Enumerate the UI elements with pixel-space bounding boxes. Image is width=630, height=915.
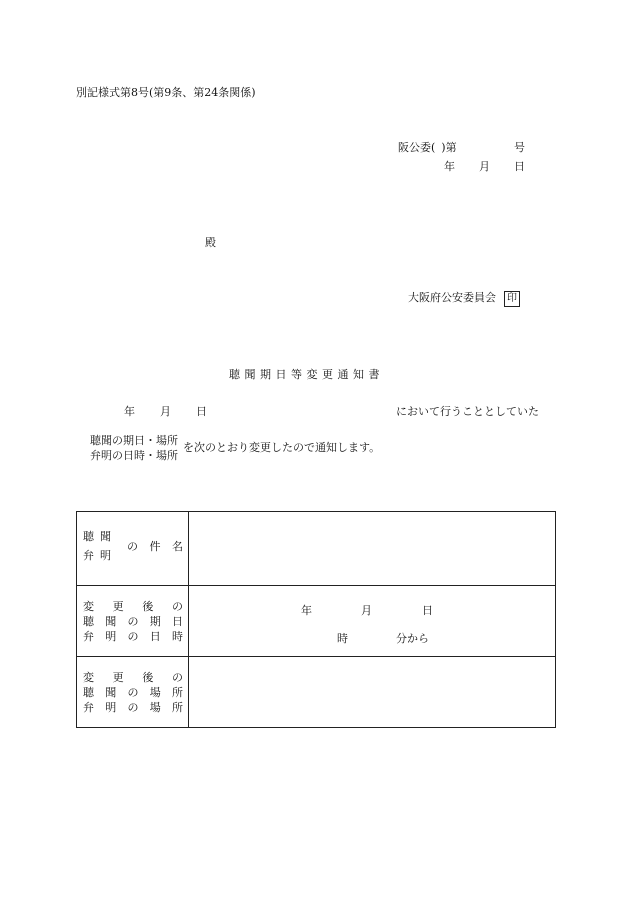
datetime-day: 日 [422,604,433,617]
label-char: の [127,539,138,553]
label-char: の [171,599,183,613]
date-day: 日 [514,160,525,173]
datetime-year: 年 [301,604,312,617]
label-char: の [171,670,183,684]
label-char: 後 [142,670,154,684]
label-char: 期 [149,614,161,628]
label-char: 変 [83,670,94,684]
body-continuation: において行うこととしていた [396,405,539,418]
doc-number-prefix: 阪公委( [398,141,436,154]
label-char: の [127,614,139,628]
label-char: 変 [83,599,94,613]
datetime-minute: 分から [396,632,429,645]
label-char: 聴 [83,685,94,699]
label-char: 聞 [105,685,117,699]
table-row-datetime [77,586,556,657]
label-char: 聴 [83,529,94,543]
label-char: 聞 [100,529,111,543]
date-month: 月 [479,160,490,173]
label-char: 聴 [83,614,94,628]
label-char: 日 [172,614,183,628]
seal-stamp: 印 [504,291,520,307]
label-char: 明 [105,700,117,714]
datetime-month: 月 [361,604,372,617]
table-row-place [77,657,556,728]
table-row-subject [77,512,556,586]
label-char: の [127,700,139,714]
label-char: 後 [142,599,154,613]
label-char: 時 [172,629,183,643]
datetime-hour: 時 [337,632,348,645]
datetime-value-cell[interactable] [189,586,556,657]
label-char: 弁 [83,629,94,643]
label-char: 更 [112,670,124,684]
label-char: 明 [100,548,111,562]
document-title: 聴 聞 期 日 等 変 更 通 知 書 [229,368,380,381]
body-day: 日 [196,405,207,418]
label-char: 名 [172,539,183,553]
form-header: 別記様式第8号(第9条、第24条関係) [76,86,256,99]
label-char: 件 [149,539,161,553]
row-label-place [77,657,189,728]
label-char: 弁 [83,700,94,714]
label-char: 所 [172,685,183,699]
body-tail: を次のとおり変更したので通知します。 [183,441,381,454]
body-option-explanation: 弁明の日時・場所 [90,449,178,462]
issuer-name: 大阪府公安委員会 [408,291,496,304]
date-year: 年 [444,160,455,173]
details-table [76,511,556,728]
row-label-subject [77,512,189,586]
label-char: 場 [149,700,161,714]
label-char: の [127,629,139,643]
label-char: 弁 [83,548,94,562]
doc-number-suffix: 号 [514,141,525,154]
label-char: 明 [105,629,117,643]
body-year: 年 [124,405,135,418]
label-char: 聞 [105,614,117,628]
subject-value-cell[interactable] [189,512,556,586]
label-char: の [127,685,139,699]
issuer [408,291,520,307]
label-char: 日 [149,629,161,643]
addressee-honorific: 殿 [205,236,216,249]
doc-number-close: )第 [441,141,457,154]
body-month: 月 [160,405,171,418]
row-label-datetime [77,586,189,657]
label-char: 場 [149,685,161,699]
label-char: 更 [112,599,124,613]
place-value-cell[interactable] [189,657,556,728]
label-char: 所 [172,700,183,714]
document-number [398,142,457,153]
body-option-hearing: 聴聞の期日・場所 [90,434,178,447]
